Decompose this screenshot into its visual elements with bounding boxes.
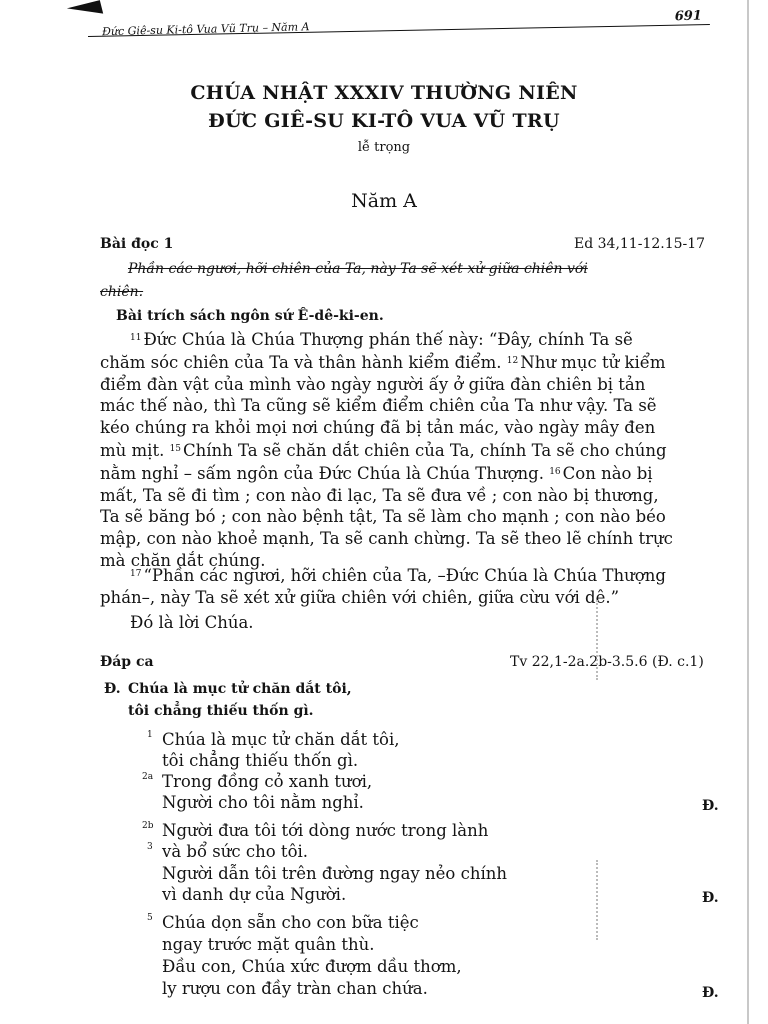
psalm-line: Chúa dọn sẵn cho con bữa tiệc [162, 913, 419, 932]
text-line [100, 417, 673, 439]
line-text: Chính Ta sẽ chăn dắt chiên của Ta, chính Ta sẽ cho chúng [183, 440, 667, 460]
psalm-line: Chúa là mục tử chăn dắt tôi, [162, 730, 400, 749]
feast-title-line1: CHÚA NHẬT XXXIV THƯỜNG NIÊN [190, 82, 578, 104]
line-text: mù mịt. [100, 440, 170, 460]
line-text: mà chăn dắt chúng. [100, 550, 266, 570]
reading1-paragraph1 [100, 328, 673, 572]
liturgical-year: Năm A [351, 190, 417, 212]
psalm-line: Trong đồng cỏ xanh tươi, [162, 772, 373, 791]
psalm-label: Đáp ca [100, 654, 154, 670]
line-text: “Phần các ngươi, hỡi chiên của Ta, –Đức Chúa là Chúa Thượng [143, 566, 666, 585]
line-text: phán–, này Ta sẽ xét xử giữa chiên với chiên, giữa cừu với dê.” [100, 587, 620, 607]
verse-number: 2b [142, 821, 154, 831]
psalm-line: Đầu con, Chúa xức đượm dầu thơm, [162, 957, 462, 976]
psalm-line: ly rượu con đầy tràn chan chứa. [162, 979, 428, 998]
text-line [100, 564, 666, 587]
line-text: mập, con nào khoẻ mạnh, Ta sẽ canh chừng. Ta sẽ theo lẽ chính trực [100, 529, 673, 549]
psalm-line: tôi chẳng thiếu thốn gì. [162, 751, 359, 770]
page-number: 691 [674, 8, 703, 25]
feast-title-line2: ĐỨC GIÊ-SU KI-TÔ VUA VŨ TRỤ [208, 110, 560, 132]
text-line [100, 506, 673, 528]
text-line [100, 351, 673, 374]
line-text: Con nào bị [562, 463, 653, 483]
reading1-reference: Ed 34,11-12.15-17 [574, 236, 706, 252]
verse-number: 12 [506, 355, 519, 366]
text-line [100, 395, 673, 417]
refrain-mark: Đ. [702, 985, 719, 1001]
verse-number: 5 [147, 913, 153, 923]
scan-margin-dots [596, 600, 602, 680]
reading1-intro: Bài trích sách ngôn sứ Ê-dê-ki-en. [116, 308, 384, 324]
text-line [100, 439, 673, 462]
text-line [100, 587, 666, 609]
line-text: mác thế nào, thì Ta cũng sẽ kiểm điểm chiên của Ta như vậy. Ta sẽ [100, 396, 657, 416]
line-text: kéo chúng ra khỏi mọi nơi chúng đã bị tản mác, vào ngày mây đen [100, 418, 656, 438]
psalm-response-line2: tôi chẳng thiếu thốn gì. [128, 703, 314, 719]
reading1-paragraph2 [100, 564, 666, 609]
psalm-line: vì danh dự của Người. [162, 885, 347, 904]
text-line [100, 374, 673, 396]
line-text: Như mục tử kiểm [520, 352, 666, 372]
scan-margin-dots [596, 860, 602, 940]
line-text: mất, Ta sẽ đi tìm ; con nào đi lạc, Ta sẽ đưa về ; con nào bị thương, [100, 485, 659, 505]
response-text: Chúa là mục tử chăn dắt tôi, [128, 681, 352, 697]
line-text: điểm đàn vật của mình vào ngày người ấy ở giữa đàn chiên bị tản [100, 374, 646, 394]
text-line [100, 485, 673, 507]
psalm-line: và bổ sức cho tôi. [162, 842, 309, 861]
corner-mark-icon [67, 0, 103, 22]
refrain-mark: Đ. [702, 890, 719, 906]
verse-number: 3 [147, 842, 153, 852]
text-line [100, 462, 673, 485]
reading1-summary-line1: Phần các ngươi, hỡi chiên của Ta, này Ta sẽ xét xử giữa chiên với [128, 261, 588, 277]
psalm-line: Người cho tôi nằm nghỉ. [162, 793, 364, 812]
reading1-closing: Đó là lời Chúa. [130, 613, 254, 632]
line-text: Đức Chúa là Chúa Thượng phán thế này: “Đây, chính Ta sẽ [143, 330, 633, 349]
feast-rank: lễ trọng [357, 140, 411, 155]
verse-number: 11 [130, 333, 142, 343]
line-text: nằm nghỉ – sấm ngôn của Đức Chúa là Chúa Thượng. [100, 463, 550, 483]
psalm-reference: Tv 22,1-2a.2b-3.5.6 (Đ. c.1) [510, 654, 704, 670]
psalm-response-line1 [104, 681, 352, 697]
running-title: Đức Giê-su Ki-tô Vua Vũ Trụ – Năm A [101, 20, 310, 39]
text-line [100, 328, 673, 351]
response-letter: Đ. [104, 681, 121, 697]
reading1-label: Bài đọc 1 [100, 236, 174, 252]
verse-number: 17 [130, 569, 142, 579]
verse-number: 16 [549, 466, 561, 477]
text-line [100, 528, 673, 550]
verse-number: 1 [147, 730, 153, 740]
verse-number: 15 [169, 443, 182, 454]
psalm-line: ngay trước mặt quân thù. [162, 935, 375, 954]
line-text: Ta sẽ băng bó ; con nào bệnh tật, Ta sẽ làm cho mạnh ; con nào béo [100, 507, 666, 527]
line-text: chăm sóc chiên của Ta và thân hành kiểm điểm. [100, 352, 507, 372]
psalm-line: Người đưa tôi tới dòng nước trong lành [162, 821, 489, 840]
verse-number: 2a [142, 772, 154, 782]
reading1-summary-line2: chiên. [100, 284, 144, 300]
psalm-line: Người dẫn tôi trên đường ngay nẻo chính [162, 864, 507, 883]
refrain-mark: Đ. [702, 798, 719, 814]
